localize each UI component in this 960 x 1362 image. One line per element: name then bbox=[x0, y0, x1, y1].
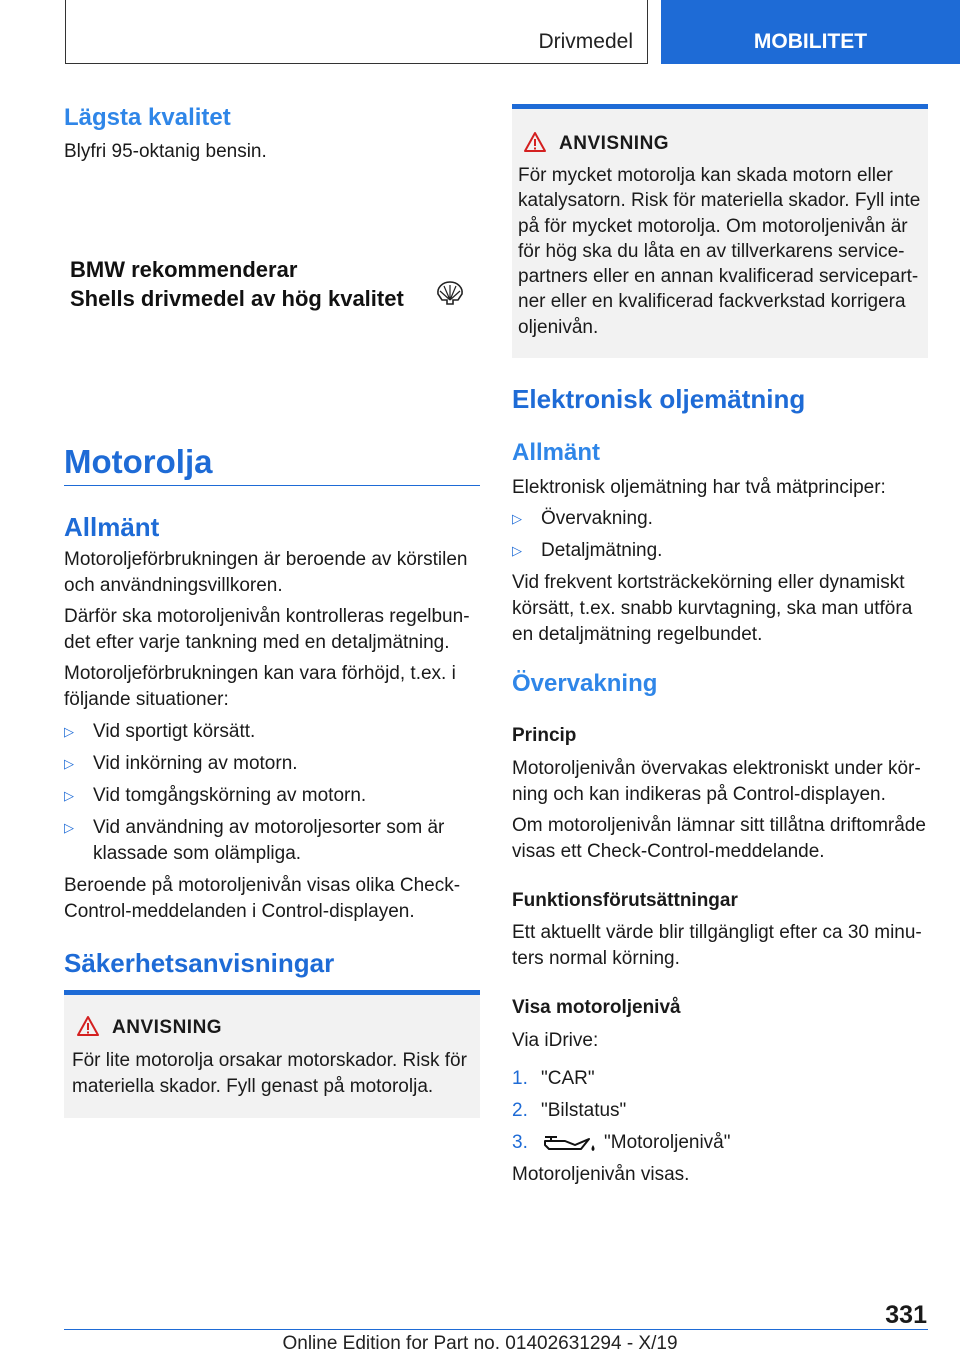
warning-text bbox=[72, 1048, 467, 1100]
visa-text: Via iDrive: bbox=[512, 1030, 599, 1051]
result-text: Motoroljenivån visas. bbox=[512, 1164, 690, 1185]
funktion-heading: Funktionsförutsättningar bbox=[512, 890, 738, 911]
list-item-text: Vid användning av motoroljesorter som är bbox=[93, 817, 445, 838]
list-item bbox=[512, 538, 928, 564]
list-item-text-continued: klassade som olämpliga. bbox=[93, 843, 302, 864]
quality-heading: Lägsta kvalitet bbox=[64, 104, 231, 131]
step-number: 3. bbox=[512, 1132, 528, 1153]
bullet-triangle-icon: ▷ bbox=[64, 756, 74, 771]
warning-text-line-1: För lite motorolja orsakar motorskador. Risk för bbox=[72, 1050, 467, 1071]
step-text: "Motoroljenivå" bbox=[604, 1132, 731, 1153]
oil-can-icon bbox=[541, 1132, 597, 1162]
step-item bbox=[512, 1098, 627, 1124]
warning-text-line: på för mycket motorolja. Om motoroljenivån är bbox=[518, 215, 908, 237]
list-item bbox=[64, 751, 480, 777]
princip-text bbox=[512, 756, 921, 808]
elec-oil-heading: Elektronisk oljemätning bbox=[512, 384, 806, 414]
warning-title: ANVISNING bbox=[112, 1017, 223, 1038]
warning-text-line: partners eller en annan kvalificerad servicepart- bbox=[518, 266, 919, 288]
visa-heading: Visa motoroljenivå bbox=[512, 997, 681, 1018]
list-item bbox=[512, 506, 928, 532]
bullet-triangle-icon: ▷ bbox=[64, 788, 74, 803]
paragraph-elec-line-3: en detaljmätning regelbundet. bbox=[512, 624, 763, 645]
princip-line-4: visas ett Check-Control-meddelande. bbox=[512, 841, 825, 862]
step-text: "CAR" bbox=[541, 1068, 595, 1089]
warning-text-line-2: materiella skador. Fyll genast på motorolja. bbox=[72, 1076, 434, 1097]
warning-text-line: ner eller en kvalificerad fackverkstad korrigera bbox=[518, 291, 906, 313]
warning-triangle-icon bbox=[76, 1015, 100, 1042]
allmant-heading-right: Allmänt bbox=[512, 439, 601, 466]
warning-title: ANVISNING bbox=[559, 133, 670, 154]
shell-line-1: BMW rekommenderar bbox=[70, 257, 298, 282]
list-item-text: Vid inkörning av motorn. bbox=[93, 753, 298, 774]
list-item bbox=[64, 783, 480, 809]
step-text: "Bilstatus" bbox=[541, 1100, 627, 1121]
warning-box-left bbox=[64, 995, 480, 1118]
heading-rule bbox=[64, 485, 480, 486]
step-item bbox=[512, 1066, 595, 1092]
paragraph-elec-line-2: körsätt, t.ex. snabb kurvtagning, ska man utföra bbox=[512, 598, 913, 619]
header-section-box bbox=[65, 0, 648, 64]
paragraph-2 bbox=[64, 604, 470, 656]
allmant-text: Elektronisk oljemätning har två mätprinciper: bbox=[512, 477, 886, 498]
paragraph-4 bbox=[64, 873, 460, 925]
overvakning-heading: Övervakning bbox=[512, 670, 658, 697]
shell-line-2: Shells drivmedel av hög kvalitet bbox=[70, 286, 404, 311]
princip-text-2 bbox=[512, 813, 926, 865]
paragraph-3 bbox=[64, 661, 456, 713]
paragraph-elec-line-1: Vid frekvent kortsträckekörning eller dynamiskt bbox=[512, 572, 905, 593]
safety-heading: Säkerhetsanvisningar bbox=[64, 948, 335, 978]
bullet-triangle-icon: ▷ bbox=[512, 511, 522, 526]
warning-text-line: för hög ska du låta en av tillverkarens service- bbox=[518, 240, 905, 262]
shell-logo-icon bbox=[436, 280, 464, 311]
bullet-triangle-icon: ▷ bbox=[64, 724, 74, 739]
funktion-line-1: Ett aktuellt värde blir tillgängligt efter ca 30 minu- bbox=[512, 922, 922, 943]
warning-text bbox=[518, 163, 920, 340]
list-item-text: Vid tomgångskörning av motorn. bbox=[93, 785, 367, 806]
footer-edition: Online Edition for Part no. 01402631294 - X/19 bbox=[282, 1333, 678, 1354]
warning-box-right bbox=[512, 109, 928, 358]
funktion-line-2: ters normal körning. bbox=[512, 948, 680, 969]
paragraph-2-line-1: Därför ska motoroljenivån kontrolleras regelbun- bbox=[64, 606, 470, 627]
motorolja-heading: Motorolja bbox=[64, 443, 213, 480]
paragraph-3-line-1: Motoroljeförbrukningen kan vara förhöjd, t.ex. i bbox=[64, 663, 456, 684]
princip-line-3: Om motoroljenivån lämnar sitt tillåtna driftområde bbox=[512, 815, 926, 836]
warning-triangle-icon bbox=[523, 131, 547, 158]
list-item-text: Vid sportigt körsätt. bbox=[93, 721, 256, 742]
paragraph-4-line-1: Beroende på motoroljenivån visas olika Check- bbox=[64, 875, 461, 896]
footer-rule bbox=[64, 1329, 928, 1330]
header-chapter-tab bbox=[661, 0, 960, 64]
list-item bbox=[64, 719, 480, 745]
bullet-triangle-icon: ▷ bbox=[512, 543, 522, 558]
list-item-text: Övervakning. bbox=[541, 508, 653, 529]
paragraph-elec bbox=[512, 570, 912, 648]
paragraph-4-line-2: Control-meddelanden i Control-displayen. bbox=[64, 901, 415, 922]
paragraph-2-line-2: det efter varje tankning med en detaljmätning. bbox=[64, 632, 450, 653]
page-number: 331 bbox=[885, 1301, 927, 1329]
warning-text-line: För mycket motorolja kan skada motorn eller bbox=[518, 165, 893, 186]
paragraph-1-line-2: och användningsvillkoren. bbox=[64, 575, 283, 596]
paragraph-1 bbox=[64, 547, 467, 599]
princip-line-2: ning och kan indikeras på Control-displayen. bbox=[512, 784, 886, 805]
paragraph-1-line-1: Motoroljeförbrukningen är beroende av körstilen bbox=[64, 549, 468, 570]
funktion-text bbox=[512, 920, 922, 972]
step-number: 1. bbox=[512, 1068, 528, 1089]
princip-line-1: Motoroljenivån övervakas elektroniskt under kör- bbox=[512, 758, 921, 779]
bullet-triangle-icon: ▷ bbox=[64, 820, 74, 835]
step-number: 2. bbox=[512, 1100, 528, 1121]
allmant-heading-left: Allmänt bbox=[64, 512, 160, 542]
header-chapter-title: MOBILITET bbox=[753, 30, 868, 53]
paragraph-3-line-2: följande situationer: bbox=[64, 689, 229, 710]
shell-recommendation bbox=[70, 255, 404, 313]
list-item bbox=[64, 815, 480, 867]
list-item-text: Detaljmätning. bbox=[541, 540, 663, 561]
quality-text: Blyfri 95-oktanig bensin. bbox=[64, 141, 267, 162]
header-section-title: Drivmedel bbox=[538, 30, 633, 53]
step-item bbox=[512, 1130, 812, 1156]
warning-text-line: katalysatorn. Risk för materiella skador. Fyll inte bbox=[518, 190, 921, 212]
warning-text-line: oljenivån. bbox=[518, 316, 599, 338]
princip-heading: Princip bbox=[512, 725, 577, 746]
